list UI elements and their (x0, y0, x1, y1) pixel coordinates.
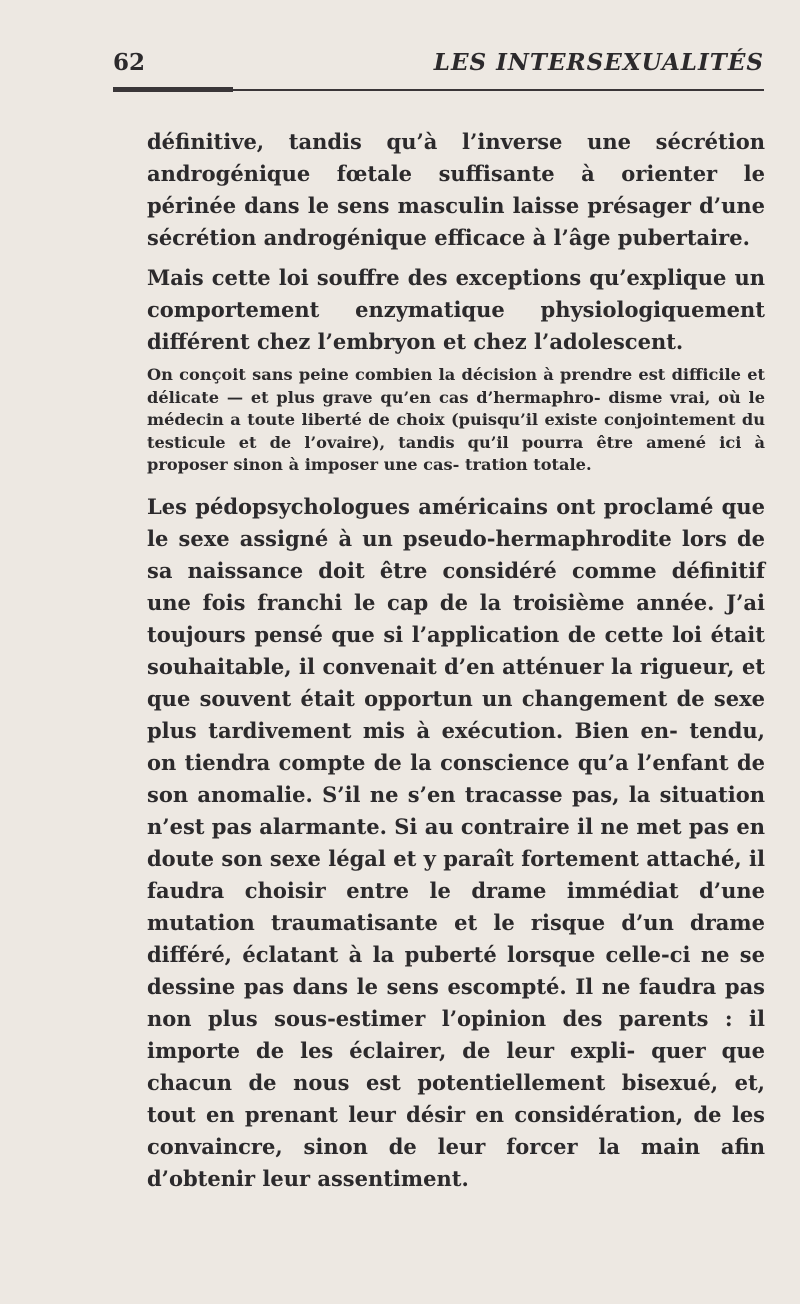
paragraph-pedopsychologues: Les pédopsychologues américains ont proclamé que le sexe assigné à un pseudo-hermaphrodite lors de sa naissance doit être considéré comme définitif une fois franchi le cap de la troisième année. J’ai toujours pensé que si l’application de cette loi était souhaitable, il convenait d’en atténuer la rigueur, et que souvent était opportun un changement de sexe plus tardivement mis à exécution. Bien en- tendu, on tiendra compte de la conscience qu’a l’enfant de son anomalie. S’il ne s’en tracasse pas, la situation n’est pas alarmante. Si au contraire il ne met pas en doute son sexe légal et y paraît fortement attaché, il faudra choisir entre le drame immédiat d’une mutation traumatisante et le risque d’un drame différé, éclatant à la puberté lorsque celle-ci ne se dessine pas dans le sens escompté. Il ne faudra pas non plus sous-estimer l’opinion des parents : il importe de les éclairer, de leur expli- quer que chacun de nous est potentiellement bisexué, et, tout en prenant leur désir en considération, de les convaincre, sinon de leur forcer la main afin d’obtenir leur assentiment. (147, 493, 765, 1191)
paragraph-exceptions: Mais cette loi souffre des exceptions qu’explique un comportement enzymatique physiologiquement différent chez l’embryon et chez l’adolescent. (147, 265, 765, 354)
running-title: LES INTERSEXUALITÉS (433, 49, 764, 76)
paragraph-small-print: On conçoit sans peine combien la décision à prendre est difficile et délicate — et plus grave qu’en cas d’hermaphro- disme vrai, où le médecin a toute liberté de choix (puisqu’il existe conjointement du testicule et de l’ovaire), tandis qu’il pourra être amené ici à proposer sinon à imposer une cas- tration totale. (147, 365, 765, 474)
header-rule (113, 89, 764, 91)
paragraph-continuation: définitive, tandis qu’à l’inverse une sécrétion androgénique fœtale suffisante à orienter le périnée dans le sens masculin laisse présager d’une sécrétion androgénique efficace à l’âge pubertaire. (147, 129, 765, 250)
page-number: 62 (113, 49, 146, 76)
body-text (147, 126, 765, 1195)
page-header (113, 48, 764, 88)
